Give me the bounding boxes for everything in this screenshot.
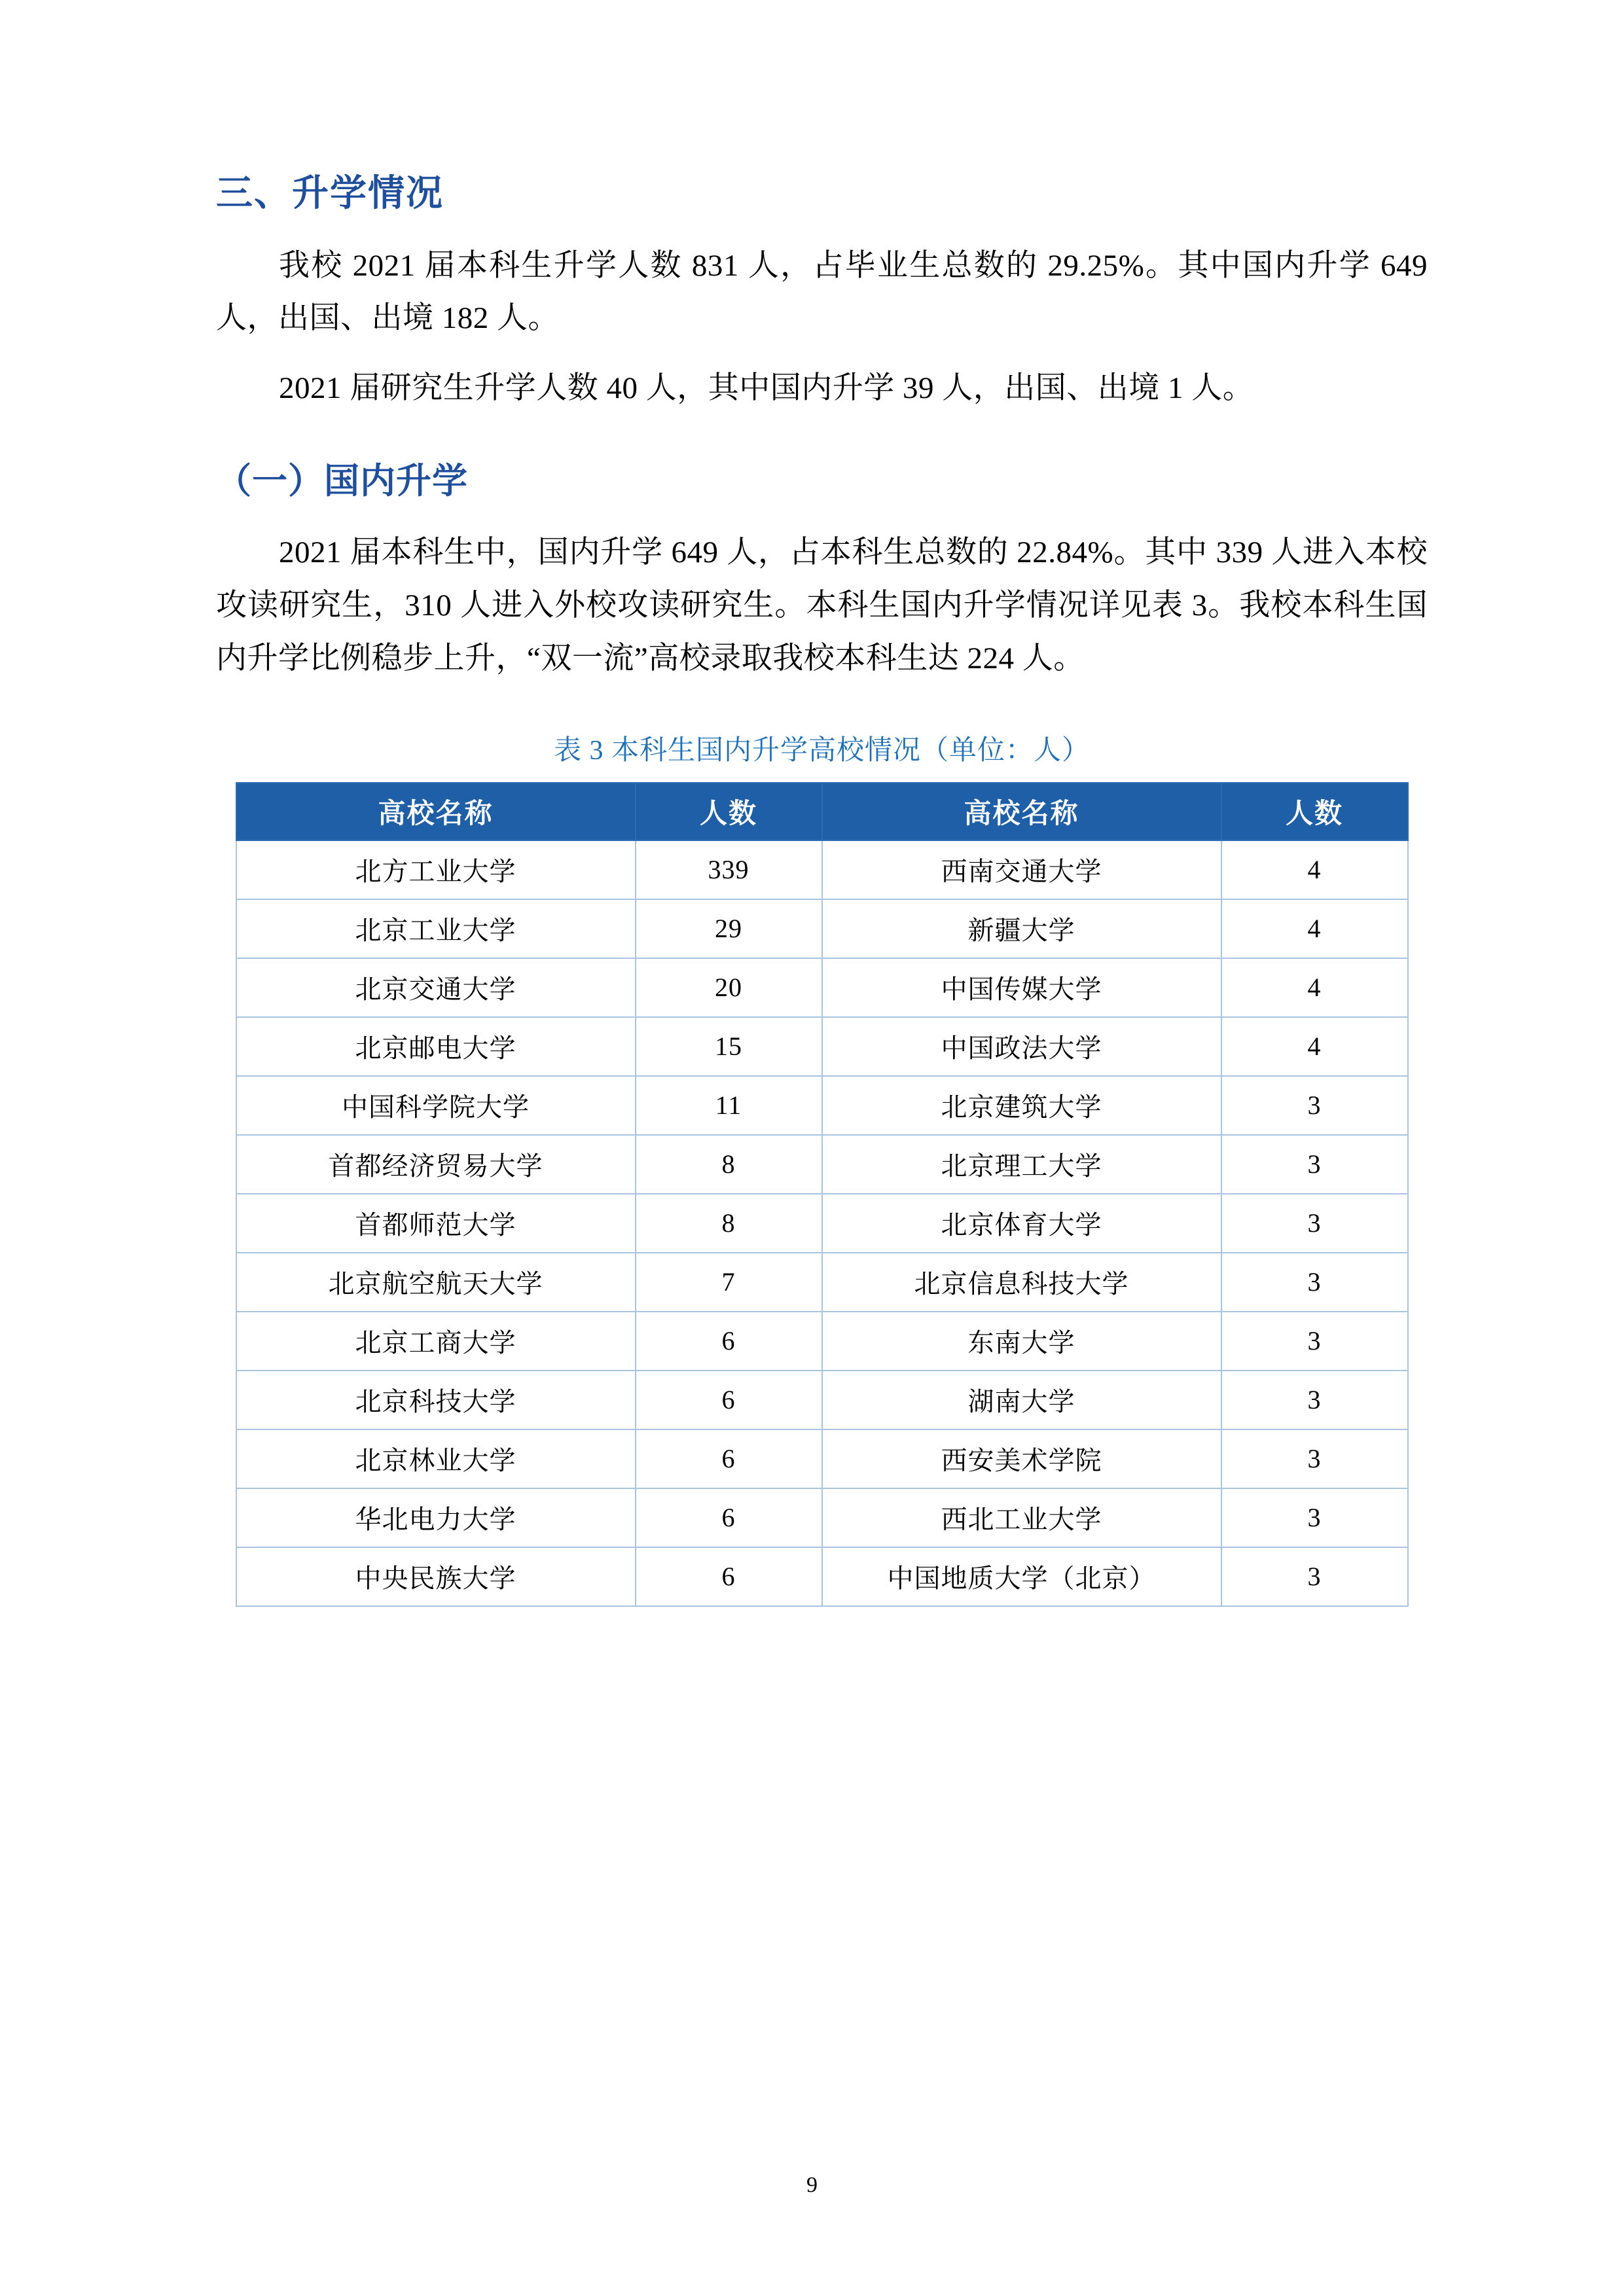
- table-header-count-right: 人数: [1221, 783, 1408, 840]
- cell-university: 北京交通大学: [236, 958, 636, 1017]
- cell-count: 3: [1221, 1371, 1408, 1429]
- cell-university: 北京信息科技大学: [822, 1253, 1221, 1312]
- cell-count: 15: [636, 1017, 822, 1076]
- cell-university: 北京科技大学: [236, 1371, 636, 1429]
- cell-count: 3: [1221, 1312, 1408, 1371]
- cell-university: 北京航空航天大学: [236, 1253, 636, 1312]
- cell-university: 中国政法大学: [822, 1017, 1221, 1076]
- cell-university: 北方工业大学: [236, 840, 636, 899]
- table-row: [236, 840, 1408, 899]
- table-header-university-left: 高校名称: [236, 783, 636, 840]
- cell-university: 北京邮电大学: [236, 1017, 636, 1076]
- cell-count: 3: [1221, 1076, 1408, 1135]
- table-row: [236, 1488, 1408, 1547]
- subsection-heading-domestic: （一）国内升学: [216, 461, 468, 501]
- page-number: 9: [806, 2173, 818, 2197]
- cell-university: 首都经济贸易大学: [236, 1135, 636, 1194]
- cell-count: 4: [1221, 1017, 1408, 1076]
- cell-university: 首都师范大学: [236, 1194, 636, 1253]
- cell-count: 339: [636, 840, 822, 899]
- cell-count: 3: [1221, 1135, 1408, 1194]
- table-row: [236, 1017, 1408, 1076]
- cell-university: 中国传媒大学: [822, 958, 1221, 1017]
- cell-university: 西南交通大学: [822, 840, 1221, 899]
- cell-count: 3: [1221, 1253, 1408, 1312]
- cell-university: 北京建筑大学: [822, 1076, 1221, 1135]
- cell-count: 7: [636, 1253, 822, 1312]
- cell-university: 湖南大学: [822, 1371, 1221, 1429]
- cell-university: 华北电力大学: [236, 1488, 636, 1547]
- cell-count: 6: [636, 1488, 822, 1547]
- domestic-university-table: [236, 782, 1409, 1607]
- table-caption: 表 3 本科生国内升学高校情况（单位：人）: [553, 735, 1090, 766]
- table-row: [236, 1547, 1408, 1606]
- paragraph-enrollment-overview: 我校 2021 届本科生升学人数 831 人，占毕业生总数的 29.25%。其中国内升学 649 人，出国、出境 182 人。: [216, 248, 1428, 336]
- cell-university: 中央民族大学: [236, 1547, 636, 1606]
- cell-count: 6: [636, 1547, 822, 1606]
- table-row: [236, 1429, 1408, 1488]
- table-row: [236, 1312, 1408, 1371]
- cell-count: 4: [1221, 840, 1408, 899]
- cell-university: 北京工商大学: [236, 1312, 636, 1371]
- table-body: [236, 840, 1408, 1606]
- table-header-row: [236, 783, 1408, 840]
- cell-university: 新疆大学: [822, 899, 1221, 958]
- cell-count: 4: [1221, 899, 1408, 958]
- cell-count: 4: [1221, 958, 1408, 1017]
- cell-university: 东南大学: [822, 1312, 1221, 1371]
- table-row: [236, 1253, 1408, 1312]
- cell-university: 北京体育大学: [822, 1194, 1221, 1253]
- table-row: [236, 958, 1408, 1017]
- table-row: [236, 1371, 1408, 1429]
- cell-count: 3: [1221, 1488, 1408, 1547]
- cell-count: 3: [1221, 1547, 1408, 1606]
- cell-count: 6: [636, 1312, 822, 1371]
- section-heading: 三、升学情况: [216, 172, 444, 213]
- cell-university: 中国科学院大学: [236, 1076, 636, 1135]
- cell-count: 8: [636, 1194, 822, 1253]
- paragraph-domestic-detail: 2021 届本科生中，国内升学 649 人，占本科生总数的 22.84%。其中 339 人进入本校攻读研究生，310 人进入外校攻读研究生。本科生国内升学情况详见表 3。我校本科生国内升学比例稳步上升，“双一流”高校录取我校本科生达 224 人。: [216, 535, 1428, 676]
- table-header-university-right: 高校名称: [822, 783, 1221, 840]
- cell-count: 6: [636, 1429, 822, 1488]
- table-row: [236, 1076, 1408, 1135]
- cell-university: 西安美术学院: [822, 1429, 1221, 1488]
- table-header-count-left: 人数: [636, 783, 822, 840]
- paragraph-graduate-enrollment: 2021 届研究生升学人数 40 人，其中国内升学 39 人，出国、出境 1 人。: [279, 371, 1254, 406]
- cell-university: 北京工业大学: [236, 899, 636, 958]
- cell-count: 11: [636, 1076, 822, 1135]
- cell-count: 20: [636, 958, 822, 1017]
- cell-university: 西北工业大学: [822, 1488, 1221, 1547]
- cell-university: 北京理工大学: [822, 1135, 1221, 1194]
- cell-count: 3: [1221, 1194, 1408, 1253]
- cell-count: 29: [636, 899, 822, 958]
- cell-university: 中国地质大学（北京）: [822, 1547, 1221, 1606]
- table-row: [236, 1135, 1408, 1194]
- cell-count: 6: [636, 1371, 822, 1429]
- cell-count: 8: [636, 1135, 822, 1194]
- table-row: [236, 899, 1408, 958]
- cell-university: 北京林业大学: [236, 1429, 636, 1488]
- cell-count: 3: [1221, 1429, 1408, 1488]
- table-row: [236, 1194, 1408, 1253]
